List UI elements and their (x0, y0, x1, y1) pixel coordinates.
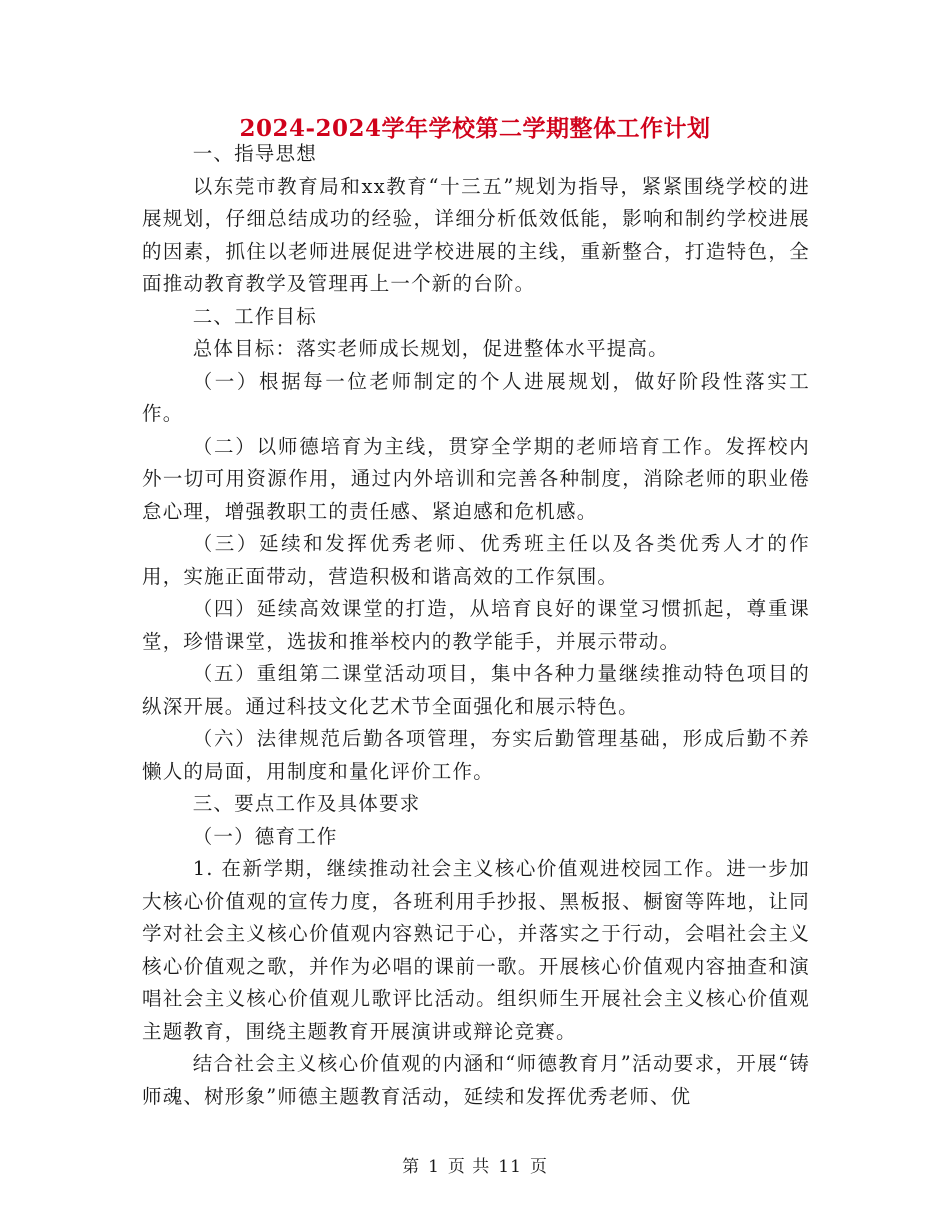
footer-total-pages: 11 (498, 1157, 522, 1177)
page-footer (0, 1152, 950, 1177)
heading-moral-education: （一）德育工作 (192, 824, 338, 848)
paragraph-goal-4: （四）延续高效课堂的打造，从培育良好的课堂习惯抓起，尊重课堂，珍惜课堂，选拔和推举校内的教学能手，并展示带动。 (142, 597, 810, 653)
paragraph-overall-goal: 总体目标：落实老师成长规划，促进整体水平提高。 (192, 337, 669, 360)
paragraph-goal-6: （六）法律规范后勤各项管理，夯实后勤管理基础，形成后勤不养懒人的局面，用制度和量化评价工作。 (142, 727, 810, 783)
heading-key-work: 三、要点工作及具体要求 (192, 792, 421, 815)
document-title: 2024-2024学年学校第二学期整体工作计划 (239, 115, 711, 142)
heading-guiding-ideology: 一、指导思想 (192, 142, 317, 165)
paragraph-guiding-ideology: 以东莞市教育局和xx教育“十三五”规划为指导，紧紧围绕学校的进展规划，仔细总结成功的经验，详细分析低效低能，影响和制约学校进展的因素，抓住以老师进展促进学校进展的主线，重新整合，打造特色，全面推动教育教学及管理再上一个新的台阶。 (142, 174, 810, 295)
footer-suffix: 页 (529, 1157, 548, 1177)
footer-middle: 页 共 (447, 1157, 491, 1177)
paragraph-goal-3: （三）延续和发挥优秀老师、优秀班主任以及各类优秀人才的作用，实施正面带动，营造积极和谐高效的工作氛围。 (142, 532, 810, 588)
heading-work-goals: 二、工作目标 (192, 304, 317, 328)
paragraph-moral-2: 结合社会主义核心价值观的内涵和“师德教育月”活动要求，开展“铸师魂、树形象”师德主题教育活动，延续和发挥优秀老师、优 (142, 1052, 810, 1108)
paragraph-moral-1: 1. 在新学期，继续推动社会主义核心价值观进校园工作。进一步加大核心价值观的宣传力度，各班利用手抄报、黑板报、橱窗等阵地，让同学对社会主义核心价值观内容熟记于心，并落实之于行动，会唱社会主义核心价值观之歌，并作为必唱的课前一歌。开展核心价值观内容抽查和演唱社会主义核心价值观儿歌评比活动。组织师生开展社会主义核心价值观主题教育，围绕主题教育开展演讲或辩论竞赛。 (142, 857, 810, 1043)
footer-page-number: 1 (428, 1157, 440, 1177)
paragraph-goal-2: （二）以师德培育为主线，贯穿全学期的老师培育工作。发挥校内外一切可用资源作用，通过内外培训和完善各种制度，消除老师的职业倦怠心理，增强教职工的责任感、紧迫感和危机感。 (142, 434, 810, 523)
footer-prefix: 第 (402, 1157, 421, 1177)
paragraph-goal-1: （一）根据每一位老师制定的个人进展规划，做好阶段性落实工作。 (142, 369, 810, 425)
document-body (142, 138, 810, 1113)
paragraph-goal-5: （五）重组第二课堂活动项目，集中各种力量继续推动特色项目的纵深开展。通过科技文化艺术节全面强化和展示特色。 (142, 662, 810, 718)
